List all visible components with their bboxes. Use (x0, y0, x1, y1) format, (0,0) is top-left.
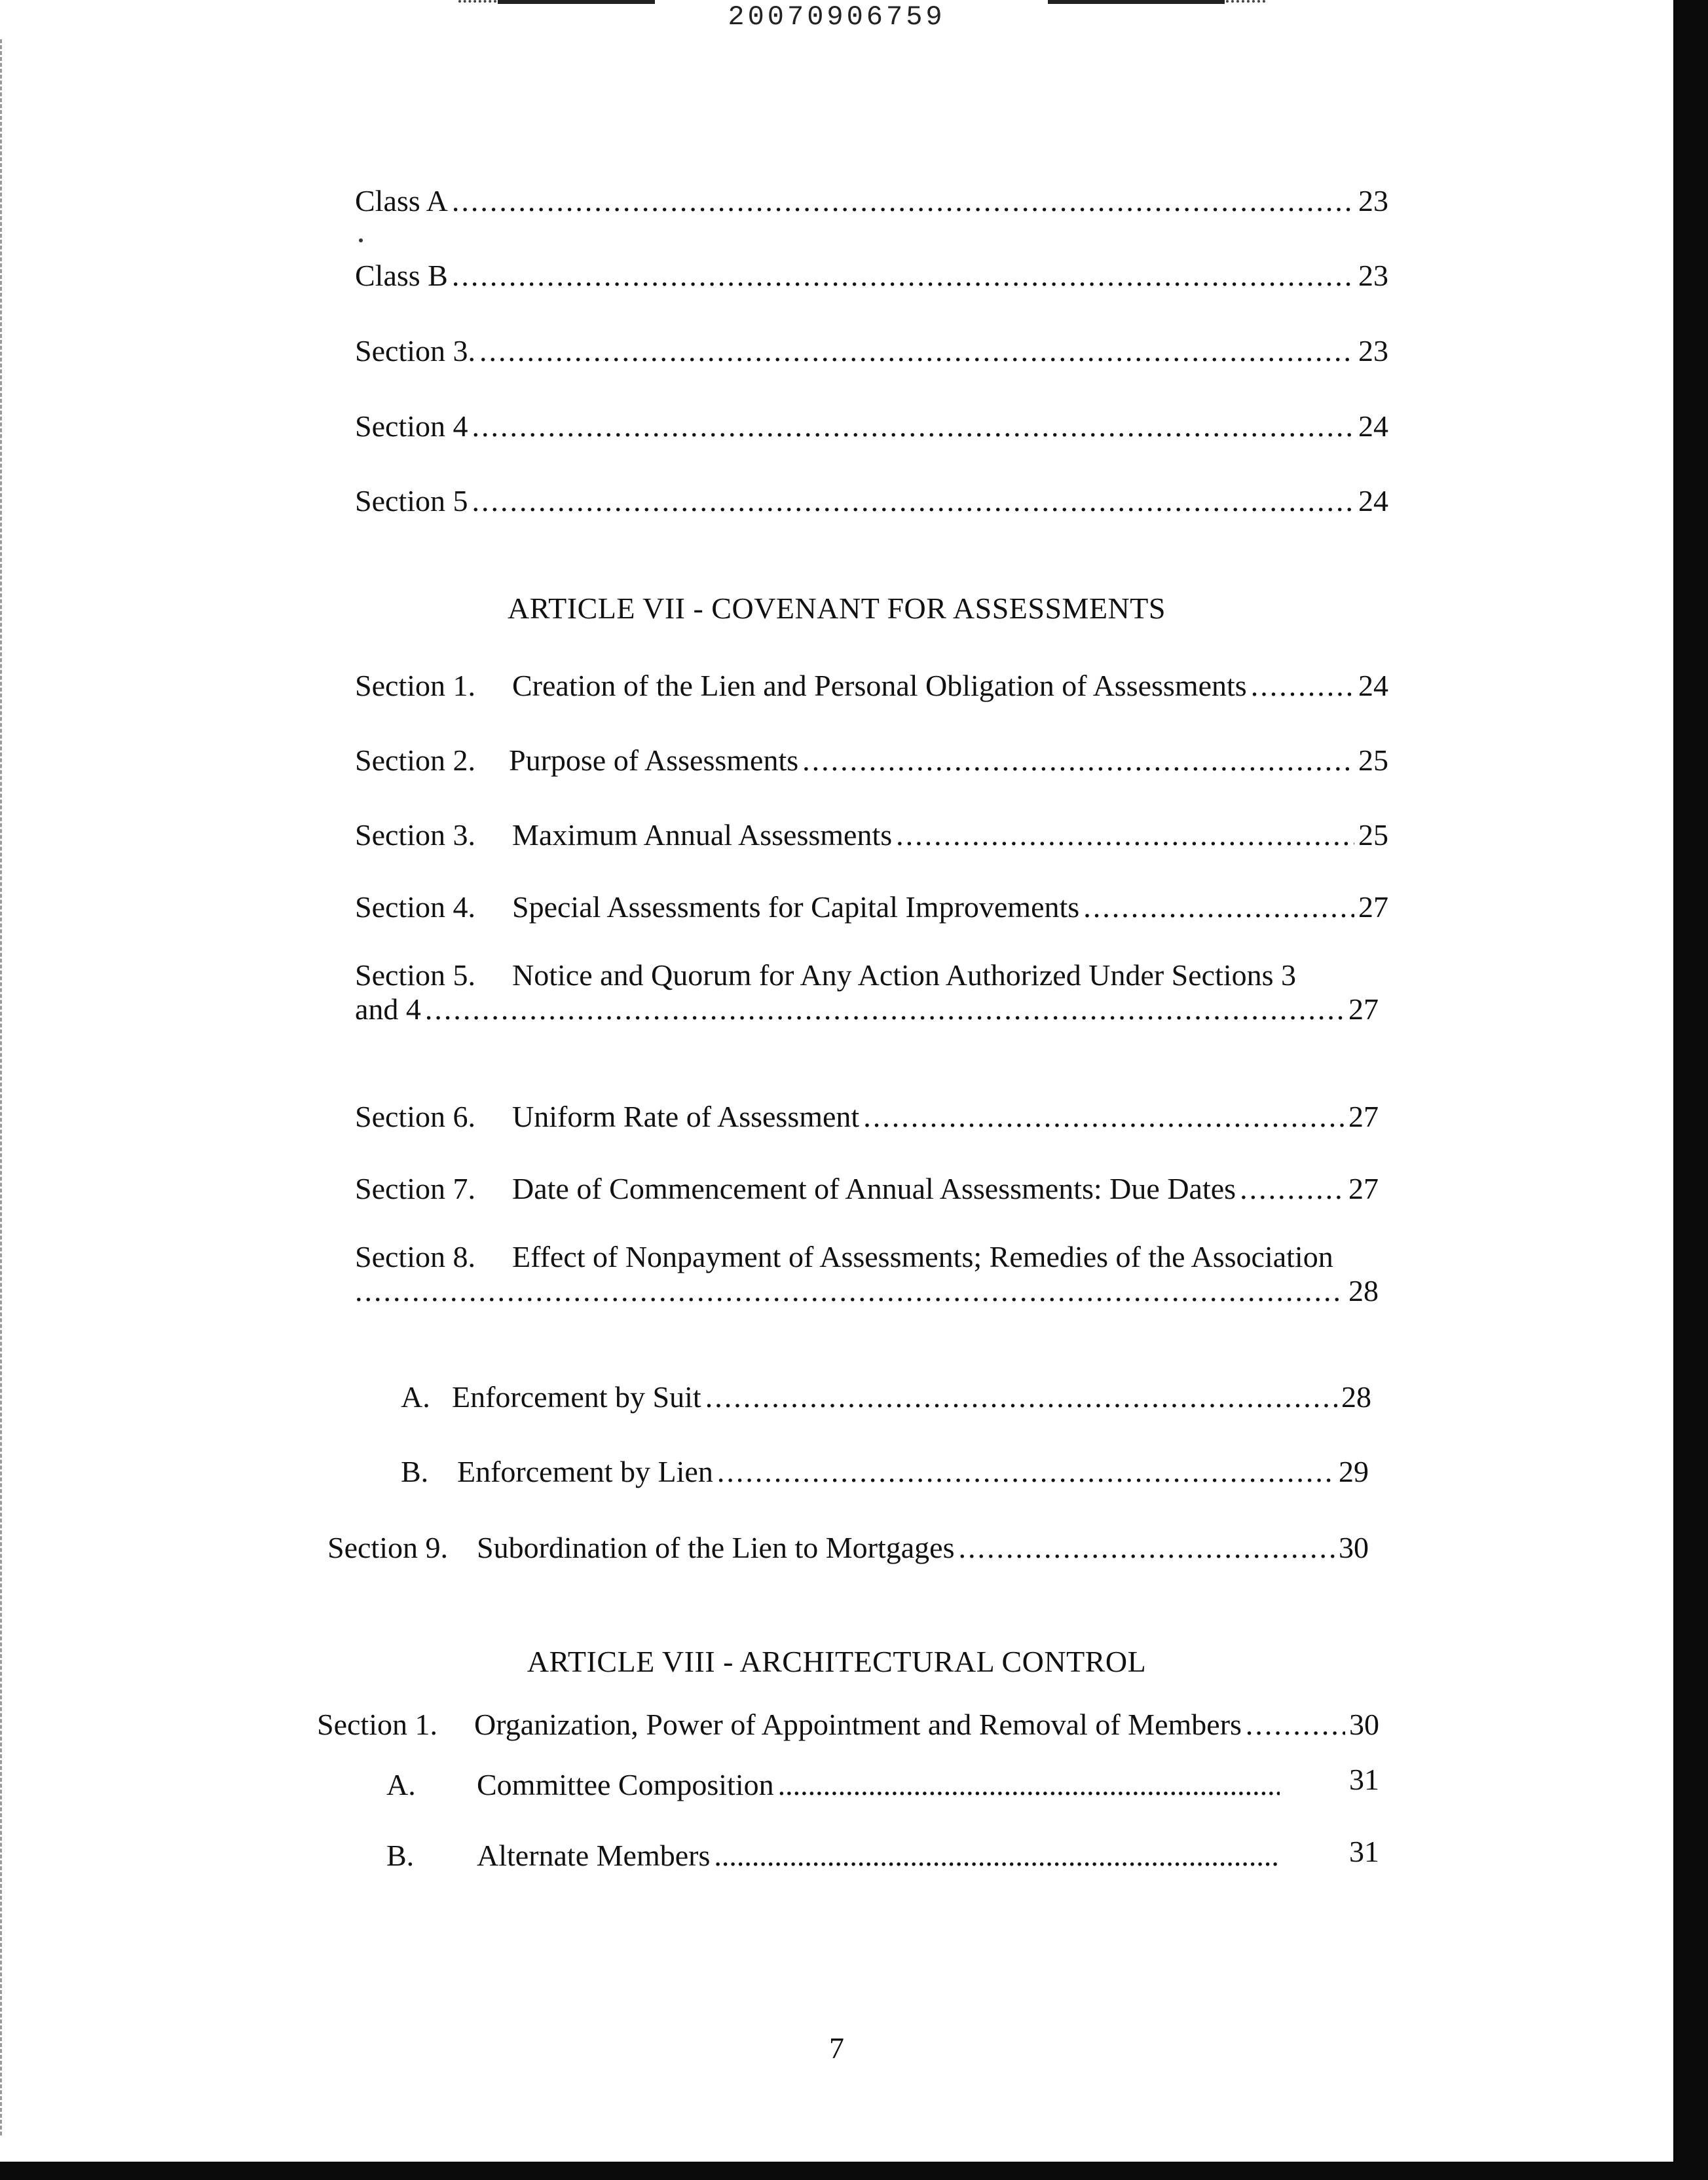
toc-label (355, 1171, 1236, 1207)
toc-entry-art7-section-7 (355, 1171, 1379, 1207)
toc-page-number: 23 (1358, 259, 1388, 292)
page-number: 7 (829, 2031, 844, 2065)
section-title: Effect of Nonpayment of Assessments; Remedies of the Association (512, 1240, 1333, 1273)
section-title: Creation of the Lien and Personal Obligation of Assessments (512, 669, 1247, 702)
section-number: A. (401, 1380, 430, 1414)
toc-label (401, 1454, 713, 1490)
toc-entry-art7-section-5-cont (355, 992, 1379, 1027)
toc-page-number: 23 (1358, 334, 1388, 367)
section-number: Section 5. (355, 958, 475, 992)
dot-leader (472, 409, 1354, 444)
document-number: 20070906759 (728, 1, 946, 33)
toc-entry-art7-section-6 (355, 1099, 1379, 1135)
dot-leader (778, 1767, 1280, 1803)
toc-entry-class-b (355, 258, 1388, 293)
toc-entry-art7-section-8a (401, 1380, 1371, 1415)
dot-leader (452, 183, 1354, 219)
toc-page-number: 24 (1358, 409, 1388, 443)
dot-leader (717, 1454, 1335, 1490)
toc-entry-art7-section-3 (355, 817, 1388, 853)
toc-page-number: 23 (1358, 184, 1388, 217)
section-number: Section 1. (355, 669, 475, 702)
dot-leader (863, 1099, 1345, 1135)
dot-leader (472, 483, 1354, 519)
toc-entry-art7-section-8-cont (355, 1273, 1379, 1309)
toc-entry-art8-section-1 (317, 1707, 1379, 1742)
toc-label (355, 743, 798, 778)
section-number: Section 1. (317, 1708, 437, 1741)
toc-label (386, 1838, 710, 1873)
toc-entry-section-5 (355, 483, 1388, 519)
toc-page-number: 27 (1358, 890, 1388, 924)
toc-entry-art7-section-4 (355, 890, 1388, 925)
toc-entry-section-4 (355, 409, 1388, 444)
section-title: Purpose of Assessments (509, 743, 799, 777)
dot-leader (705, 1380, 1337, 1415)
section-number: B. (401, 1455, 429, 1488)
scan-right-border (1673, 0, 1708, 2180)
scan-left-edge (0, 39, 2, 2135)
toc-label (355, 890, 1079, 925)
toc-entry-art7-section-8 (355, 1241, 1333, 1273)
toc-page-number: 24 (1358, 484, 1388, 517)
toc-page-number: 28 (1341, 1380, 1371, 1414)
section-title: Uniform Rate of Assessment (512, 1100, 860, 1133)
toc-page-number: 31 (1349, 1835, 1379, 1868)
toc-entry-art7-section-5 (355, 959, 1296, 992)
dot-leader (896, 817, 1354, 853)
section-title: Enforcement by Suit (452, 1380, 701, 1414)
toc-page-number: 31 (1349, 1763, 1379, 1796)
toc-entry-section-3 (355, 333, 1388, 369)
toc-page-number: 28 (1348, 1274, 1379, 1307)
toc-label (355, 1099, 859, 1135)
section-number: Section 9. (327, 1531, 448, 1564)
section-title-continued: and 4 (355, 992, 421, 1026)
toc-page-number: 30 (1339, 1531, 1369, 1564)
toc-entry-art7-section-9 (327, 1530, 1369, 1566)
dot-leader (479, 333, 1354, 369)
toc-label (317, 1707, 1242, 1742)
section-number: Section 8. (355, 1240, 475, 1273)
section-title: Enforcement by Lien (457, 1455, 713, 1488)
dot-leader (802, 743, 1354, 778)
section-number: Section 3. (355, 818, 475, 852)
toc-page-number: 27 (1348, 992, 1379, 1026)
toc-label: Class B (355, 259, 448, 292)
toc-label (355, 817, 892, 853)
section-title: Subordination of the Lien to Mortgages (477, 1531, 955, 1564)
article-vii-heading: ARTICLE VII - COVENANT FOR ASSESSMENTS (508, 592, 1166, 625)
section-title: Organization, Power of Appointment and Removal of Members (474, 1708, 1242, 1741)
toc-entry-art8-section-1a (386, 1767, 1284, 1803)
toc-label: Section 3. (355, 334, 475, 367)
toc-page-number: 27 (1348, 1172, 1379, 1205)
toc-label (401, 1380, 701, 1415)
scan-speck (359, 238, 363, 242)
toc-label: Class A (355, 184, 448, 217)
scan-bottom-border (0, 2162, 1708, 2180)
section-number: A. (386, 1768, 416, 1801)
dot-leader (1246, 1707, 1345, 1742)
toc-label: Section 4 (355, 409, 468, 443)
dot-leader (425, 992, 1345, 1027)
toc-page-number: 27 (1348, 1100, 1379, 1133)
dot-leader (959, 1530, 1335, 1566)
toc-page-number: 24 (1358, 669, 1388, 702)
toc-entry-art7-section-2 (355, 743, 1388, 778)
toc-page-number: 25 (1358, 743, 1388, 777)
section-title: Special Assessments for Capital Improvements (512, 890, 1080, 924)
section-title: Date of Commencement of Annual Assessments: Due Dates (512, 1172, 1236, 1205)
dot-leader (714, 1838, 1280, 1873)
section-number: Section 2. (355, 743, 475, 777)
section-number: B. (386, 1839, 415, 1872)
toc-label (386, 1767, 774, 1803)
section-number: Section 4. (355, 890, 475, 924)
section-number: Section 6. (355, 1100, 475, 1133)
toc-entry-art7-section-1 (355, 668, 1388, 704)
section-title: Committee Composition (477, 1768, 774, 1801)
dot-leader (452, 258, 1354, 293)
section-title: Notice and Quorum for Any Action Authorized Under Sections 3 (512, 958, 1297, 992)
toc-entry-class-a (355, 183, 1388, 219)
article-viii-heading: ARTICLE VIII - ARCHITECTURAL CONTROL (527, 1645, 1147, 1678)
dot-leader (1251, 668, 1354, 704)
toc-label: Section 5 (355, 484, 468, 517)
toc-page-number: 30 (1349, 1708, 1379, 1741)
toc-page-number: 29 (1339, 1455, 1369, 1488)
dot-leader (1083, 890, 1354, 925)
dot-leader (355, 1273, 1345, 1309)
section-number: Section 7. (355, 1172, 475, 1205)
toc-label (327, 1530, 955, 1566)
section-title: Maximum Annual Assessments (512, 818, 893, 852)
toc-label (355, 668, 1247, 704)
section-title: Alternate Members (477, 1839, 711, 1872)
toc-entry-art8-section-1b (386, 1838, 1284, 1873)
dot-leader (1240, 1171, 1345, 1207)
toc-page-number: 25 (1358, 818, 1388, 852)
toc-entry-art7-section-8b (401, 1454, 1369, 1490)
